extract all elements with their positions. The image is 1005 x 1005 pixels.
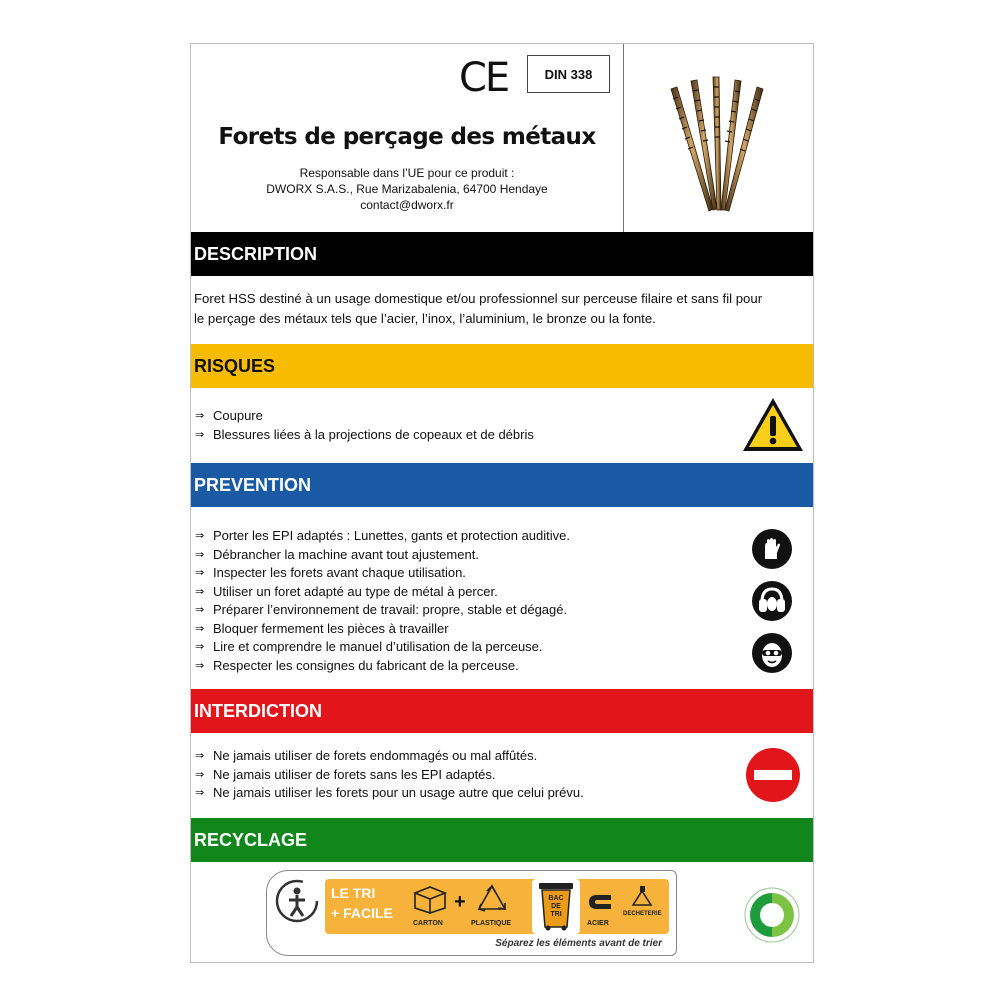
decheterie-label: DECHETERIE [623, 911, 662, 917]
arrow-icon: ⇒ [195, 566, 205, 579]
arrow-icon: ⇒ [195, 749, 205, 762]
face-protection-icon [751, 632, 793, 674]
arrow-icon: ⇒ [195, 767, 205, 781]
arrow-icon: ⇒ [195, 547, 205, 561]
safety-sheet [190, 43, 814, 963]
description-line-1: Foret HSS destiné à un usage domestique et/ou professionnel sur perceuse filaire et sans fil pour [194, 291, 763, 306]
interdiction-list [195, 747, 584, 803]
header-divider [623, 44, 624, 232]
list-item: ⇒ Débrancher la machine avant tout ajustement. [195, 546, 570, 565]
magnet-icon [585, 891, 615, 913]
sorting-instruction: Séparez les éléments avant de trier [495, 938, 662, 949]
standard-badge: DIN 338 [527, 55, 610, 93]
list-item: ⇒ Coupure [195, 408, 263, 423]
description-line-2: le perçage des métaux tels que l’acier, l’inox, l’aluminium, le bronze ou la fonte. [194, 311, 656, 326]
no-entry-icon [745, 747, 801, 803]
list-item: ⇒ Inspecter les forets avant chaque utilisation. [195, 564, 570, 583]
responsible-line-2: DWORX S.A.S., Rue Marizabalenia, 64700 Hendaye [266, 182, 548, 196]
arrow-icon: ⇒ [195, 584, 205, 598]
arrow-icon: ⇒ [195, 529, 205, 542]
green-dot-icon [744, 887, 800, 943]
risks-heading: RISQUES [191, 344, 813, 388]
prevention-list [195, 527, 570, 675]
list-item: ⇒ Porter les EPI adaptés : Lunettes, gants et protection auditive. [195, 527, 570, 546]
arrow-icon: ⇒ [195, 603, 205, 616]
list-item: ⇒ Blessures liées à la projections de copeaux et de débris [195, 427, 534, 442]
carton-icon [412, 884, 448, 914]
header [191, 44, 813, 232]
list-item: ⇒ Ne jamais utiliser de forets endommagés ou mal affûtés. [195, 747, 584, 766]
drill-bits-image [661, 69, 781, 219]
prevention-heading: PREVENTION [191, 463, 813, 507]
plastic-label: PLASTIQUE [471, 920, 512, 927]
interdiction-heading: INTERDICTION [191, 689, 813, 733]
tri-label-1: LE TRI [331, 885, 376, 901]
recycling-heading: RECYCLAGE [191, 818, 813, 862]
list-item: ⇒ Bloquer fermement les pièces à travailler [195, 620, 570, 639]
contact-email: contact@dworx.fr [360, 198, 454, 212]
list-item: ⇒ Respecter les consignes du fabricant de la perceuse. [195, 657, 570, 676]
list-item: ⇒ Préparer l’environnement de travail: propre, stable et dégagé. [195, 601, 570, 620]
plus-sign: + [454, 891, 466, 913]
triman-icon [275, 879, 319, 923]
arrow-icon: ⇒ [195, 621, 205, 635]
list-item: ⇒ Utiliser un foret adapté au type de métal à percer. [195, 583, 570, 602]
arrow-icon: ⇒ [195, 658, 205, 672]
bin-label: BAC DE TRI [548, 895, 564, 918]
risks-list [195, 406, 534, 444]
page-title: Forets de perçage des métaux [218, 124, 596, 150]
list-item: ⇒ Ne jamais utiliser de forets sans les EPI adaptés. [195, 766, 584, 785]
triman-info-label [266, 870, 677, 956]
tri-label-2: + FACILE [331, 905, 393, 921]
description-heading: DESCRIPTION [191, 232, 813, 276]
description-text [194, 289, 814, 329]
arrow-icon: ⇒ [195, 428, 205, 441]
responsible-line-1: Responsable dans l’UE pour ce produit : [299, 166, 515, 180]
arrow-icon: ⇒ [195, 409, 205, 422]
arrow-icon: ⇒ [195, 786, 205, 799]
ear-protection-icon [751, 580, 793, 622]
arrow-icon: ⇒ [195, 640, 205, 653]
list-item: ⇒ Ne jamais utiliser les forets pour un usage autre que celui prévu. [195, 784, 584, 803]
warning-icon [741, 396, 805, 454]
steel-label: ACIER [587, 920, 609, 927]
list-item: ⇒ Lire et comprendre le manuel d’utilisation de la perceuse. [195, 638, 570, 657]
responsible-info [191, 165, 623, 213]
carton-label: CARTON [413, 920, 443, 927]
waste-disposal-icon [629, 883, 655, 909]
plastic-recycle-icon [475, 883, 509, 915]
ce-mark: CE [459, 55, 509, 101]
gloves-icon [751, 528, 793, 570]
